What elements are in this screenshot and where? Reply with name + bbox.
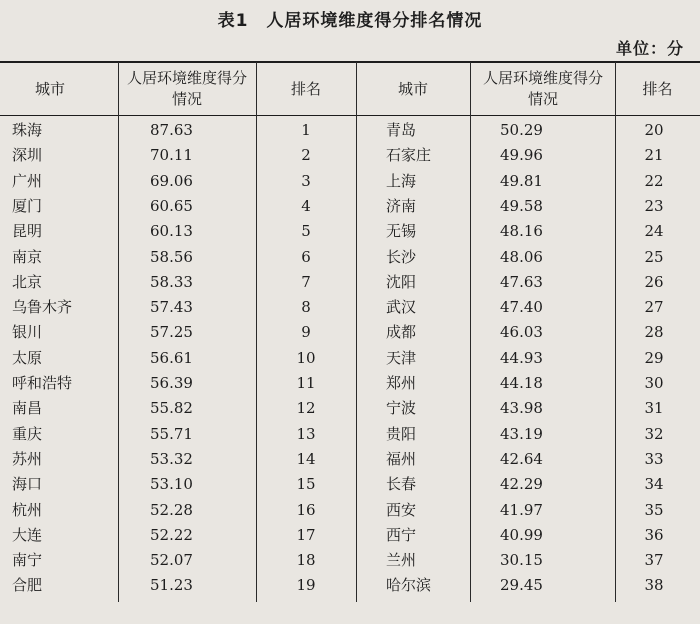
column-divider (118, 62, 119, 602)
table-cell-score: 55.71 (150, 424, 193, 443)
table-cell-city: 厦门 (12, 196, 43, 215)
table-cell-city: 呼和浩特 (12, 374, 73, 392)
table-cell-rank: 10 (296, 348, 316, 367)
table-cell-score: 58.56 (150, 247, 193, 266)
header-rank-left: 排名 (290, 79, 321, 98)
table-cell-city: 郑州 (386, 374, 417, 392)
table-cell-city: 哈尔滨 (386, 576, 432, 595)
table-cell-city: 南宁 (12, 551, 43, 570)
table-cell-city: 银川 (12, 323, 43, 342)
table-cell-score: 57.25 (150, 323, 193, 342)
table-cell-score: 57.43 (150, 298, 193, 317)
table-cell-city: 合肥 (12, 576, 43, 595)
table-cell-city: 太原 (12, 348, 43, 367)
table-cell-score: 58.33 (150, 272, 193, 291)
table-cell-rank: 2 (301, 146, 311, 165)
table-cell-city: 北京 (12, 272, 43, 291)
table-cell-city: 济南 (386, 196, 417, 215)
table-cell-city: 石家庄 (386, 146, 432, 165)
table-cell-rank: 14 (296, 449, 316, 468)
table-cell-city: 广州 (12, 171, 43, 190)
table-cell-rank: 30 (644, 374, 664, 392)
table-cell-city: 成都 (386, 323, 417, 342)
table-cell-score: 42.64 (500, 449, 543, 468)
table-cell-rank: 35 (644, 500, 664, 519)
table-title: 表1 人居环境维度得分排名情况 (217, 11, 483, 31)
table-cell-city: 武汉 (386, 298, 417, 317)
table-cell-score: 56.39 (150, 374, 193, 392)
table-cell-score: 43.19 (500, 424, 543, 443)
table-cell-city: 西安 (386, 500, 417, 519)
table-cell-score: 53.10 (150, 475, 193, 494)
table-cell-rank: 31 (644, 399, 664, 418)
table-cell-rank: 32 (644, 424, 664, 443)
table-cell-rank: 7 (301, 272, 311, 291)
header-city-right: 城市 (397, 79, 428, 98)
table-cell-rank: 13 (296, 424, 316, 443)
table-cell-rank: 25 (644, 247, 664, 266)
table-cell-score: 60.65 (150, 196, 193, 215)
table-cell-score: 50.29 (500, 121, 543, 139)
header-score-left: 人居环境维度得分情况 (126, 69, 247, 108)
header-city-left: 城市 (34, 79, 65, 98)
table-cell-city: 沈阳 (386, 272, 417, 291)
table-cell-score: 43.98 (500, 399, 543, 418)
table-cell-rank: 11 (296, 374, 316, 392)
table-cell-rank: 27 (644, 298, 664, 317)
table-cell-rank: 20 (644, 121, 664, 139)
table-cell-city: 海口 (12, 475, 43, 494)
table-cell-rank: 24 (644, 222, 664, 241)
table-cell-score: 69.06 (150, 171, 193, 190)
table-cell-rank: 33 (644, 449, 664, 468)
table-cell-score: 49.81 (500, 171, 543, 190)
table-cell-score: 44.18 (500, 374, 543, 392)
table-cell-city: 西宁 (386, 525, 417, 544)
table-cell-rank: 16 (296, 500, 316, 519)
table-cell-score: 40.99 (500, 525, 543, 544)
table-cell-score: 51.23 (150, 576, 193, 595)
table-cell-rank: 22 (644, 171, 664, 190)
table-cell-score: 52.28 (150, 500, 193, 519)
table-cell-rank: 19 (296, 576, 316, 595)
table-cell-city: 长沙 (386, 247, 417, 266)
table-cell-score: 47.40 (500, 298, 543, 317)
table-cell-score: 49.58 (500, 196, 543, 215)
table-cell-rank: 18 (296, 551, 316, 570)
table-cell-score: 41.97 (500, 500, 543, 519)
table-cell-rank: 23 (644, 196, 664, 215)
table-cell-rank: 8 (301, 298, 311, 317)
table-cell-city: 昆明 (12, 222, 43, 241)
table-cell-rank: 6 (301, 247, 311, 266)
table-cell-city: 南京 (12, 247, 43, 266)
table-cell-rank: 37 (644, 551, 664, 570)
table-cell-city: 兰州 (386, 551, 417, 570)
header-score-right: 人居环境维度得分情况 (482, 69, 603, 108)
table-cell-score: 70.11 (150, 146, 193, 165)
table-cell-rank: 21 (644, 146, 664, 165)
table-cell-rank: 1 (301, 121, 311, 139)
table-cell-rank: 12 (296, 399, 316, 418)
table-cell-score: 52.22 (150, 525, 193, 544)
table-cell-score: 42.29 (500, 475, 543, 494)
table-cell-score: 87.63 (150, 121, 193, 139)
table-cell-score: 60.13 (150, 222, 193, 241)
table-cell-city: 上海 (386, 171, 417, 190)
table-cell-score: 30.15 (500, 551, 543, 570)
table-cell-rank: 15 (296, 475, 316, 494)
table-cell-city: 大连 (12, 525, 43, 544)
table-cell-city: 福州 (386, 449, 417, 468)
table-cell-rank: 29 (644, 348, 664, 367)
table-cell-rank: 4 (301, 196, 311, 215)
table-cell-rank: 3 (301, 171, 311, 190)
table-cell-score: 55.82 (150, 399, 193, 418)
table-cell-city: 长春 (386, 475, 417, 494)
table-cell-city: 乌鲁木齐 (12, 298, 73, 317)
table-cell-city: 重庆 (12, 424, 43, 443)
table-cell-rank: 26 (644, 272, 664, 291)
unit-label: 单位：分 (615, 39, 684, 58)
table-cell-rank: 9 (301, 323, 311, 342)
table-cell-score: 29.45 (500, 576, 543, 595)
table-cell-score: 46.03 (500, 323, 543, 342)
table-cell-city: 天津 (386, 348, 417, 367)
header-rank-right: 排名 (642, 79, 673, 98)
table-cell-city: 深圳 (12, 146, 43, 165)
table-cell-city: 无锡 (386, 222, 417, 241)
table-cell-score: 56.61 (150, 348, 193, 367)
table-cell-rank: 28 (644, 323, 664, 342)
table-cell-score: 52.07 (150, 551, 193, 570)
table-cell-rank: 36 (644, 525, 664, 544)
table-cell-score: 44.93 (500, 348, 543, 367)
table-cell-score: 47.63 (500, 272, 543, 291)
table-cell-score: 48.16 (500, 222, 543, 241)
table-cell-city: 珠海 (12, 121, 43, 139)
table-cell-city: 南昌 (12, 399, 43, 418)
table-cell-score: 48.06 (500, 247, 543, 266)
table-cell-score: 53.32 (150, 449, 193, 468)
table-cell-city: 杭州 (12, 500, 43, 519)
column-divider (470, 62, 471, 602)
table-cell-rank: 38 (644, 576, 664, 595)
table-cell-score: 49.96 (500, 146, 543, 165)
table-cell-city: 青岛 (386, 121, 417, 139)
column-divider-center (356, 62, 357, 602)
table-cell-rank: 17 (296, 525, 316, 544)
table-cell-city: 贵阳 (386, 424, 417, 443)
table-cell-rank: 34 (644, 475, 664, 494)
table-cell-city: 宁波 (386, 399, 417, 418)
table-cell-city: 苏州 (12, 449, 43, 468)
table-cell-rank: 5 (301, 222, 311, 241)
